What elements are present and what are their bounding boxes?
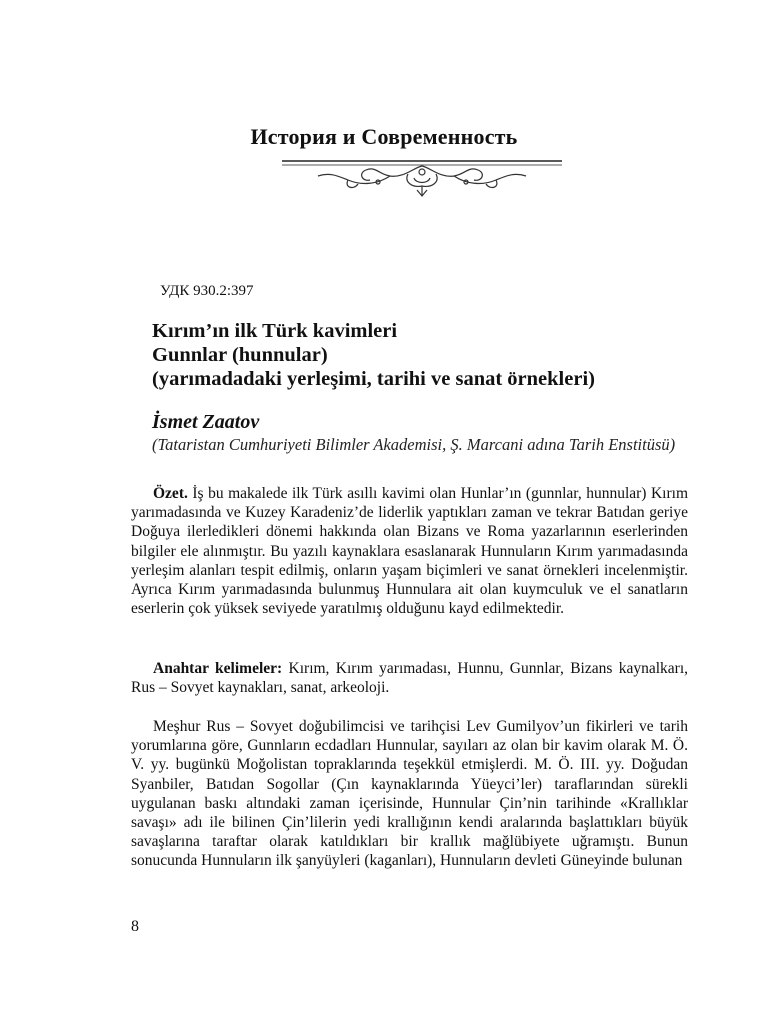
- abstract-section: [131, 484, 688, 618]
- page-number: 8: [131, 918, 139, 935]
- udk-code: УДК 930.2:397: [160, 283, 254, 299]
- abstract-label: Özet.: [153, 485, 188, 502]
- journal-title: История и Современность: [250, 124, 518, 149]
- keywords-label: Anahtar kelimeler:: [153, 660, 283, 677]
- keywords-section: [131, 659, 688, 697]
- abstract-paragraph: [131, 484, 688, 618]
- body-section: [131, 717, 688, 871]
- body-paragraph: Meşhur Rus – Sovyet doğubilimcisi ve tarihçisi Lev Gumilyov’un fikirleri ve tarih yorumlarına göre, Gunnların ecdadları Hunnular, sayıları az olan bir kavim olarak M. Ö. V. yy. bugünkü Moğolistan topraklarında teşekkül etmişlerdi. M. Ö. III. yy. Doğudan Syanbiler, Batıdan Sogollar (Çın kaynaklarında Yüeyci’ler) taraflarından sürekli uygulanan baskı altındaki zaman içerisinde, Hunnular Çin’nin tarihinde «Krallıklar savaşı» adı ile bilinen Çin’lilerin yedi krallığının kendi aralarında başlattıkları büyük savaşlarına taraftar olarak katıldıkları bir krallık mağlübiyete uğramıştı. Bunun sonucunda Hunnuların ilk şanyüyleri (kaganları), Hunnuların devleti Güneyinde bulunan: [131, 718, 688, 870]
- keywords-text: Kırım, Kırım yarımadası, Hunnu, Gunnlar, Bizans kaynalkarı, Rus – Sovyet kaynakları, sanat, arkeoloji.: [131, 660, 689, 697]
- author-affiliation: (Tataristan Cumhuriyeti Bilimler Akademisi, Ş. Marcani adına Tarih Enstitüsü): [152, 435, 676, 454]
- ornament-divider-icon: [278, 156, 566, 202]
- abstract-text: İş bu makalede ilk Türk asıllı kavimi olan Hunlar’ın (gunnlar, hunnular) Kırım yarımadasında ve Kuzey Karadeniz’de liderlik yaptıkları zaman ve tekrar Batıdan geriye Doğuya ilerledikleri dönemi hakkında olan Bizans ve Roma yazarlarının eserlerinden bilgiler ele alınmıştır. Bu yazılı kaynaklara esaslanarak Hunnuların Kırım yarımadasında yerleşim alanları tespit edilmiş, onların yaşam biçimleri ve sanat örnekleri incelenmiştir. Ayrıca Kırım yarımadasında bulunmuş Hunnulara ait olan kuymculuk ve el sanatların eserlerin çok yüksek seviyede yaratılmış olduğunu kayd edilmektedir.: [131, 485, 688, 618]
- article-title: [152, 319, 712, 391]
- keywords-paragraph: [131, 659, 688, 697]
- article-title-line: Gunnlar (hunnular): [152, 344, 328, 366]
- author-name: İsmet Zaatov: [152, 411, 260, 433]
- article-title-line: Kırım’ın ilk Türk kavimleri: [152, 320, 398, 342]
- article-title-line: (yarımadadaki yerleşimi, tarihi ve sanat örnekleri): [152, 368, 595, 390]
